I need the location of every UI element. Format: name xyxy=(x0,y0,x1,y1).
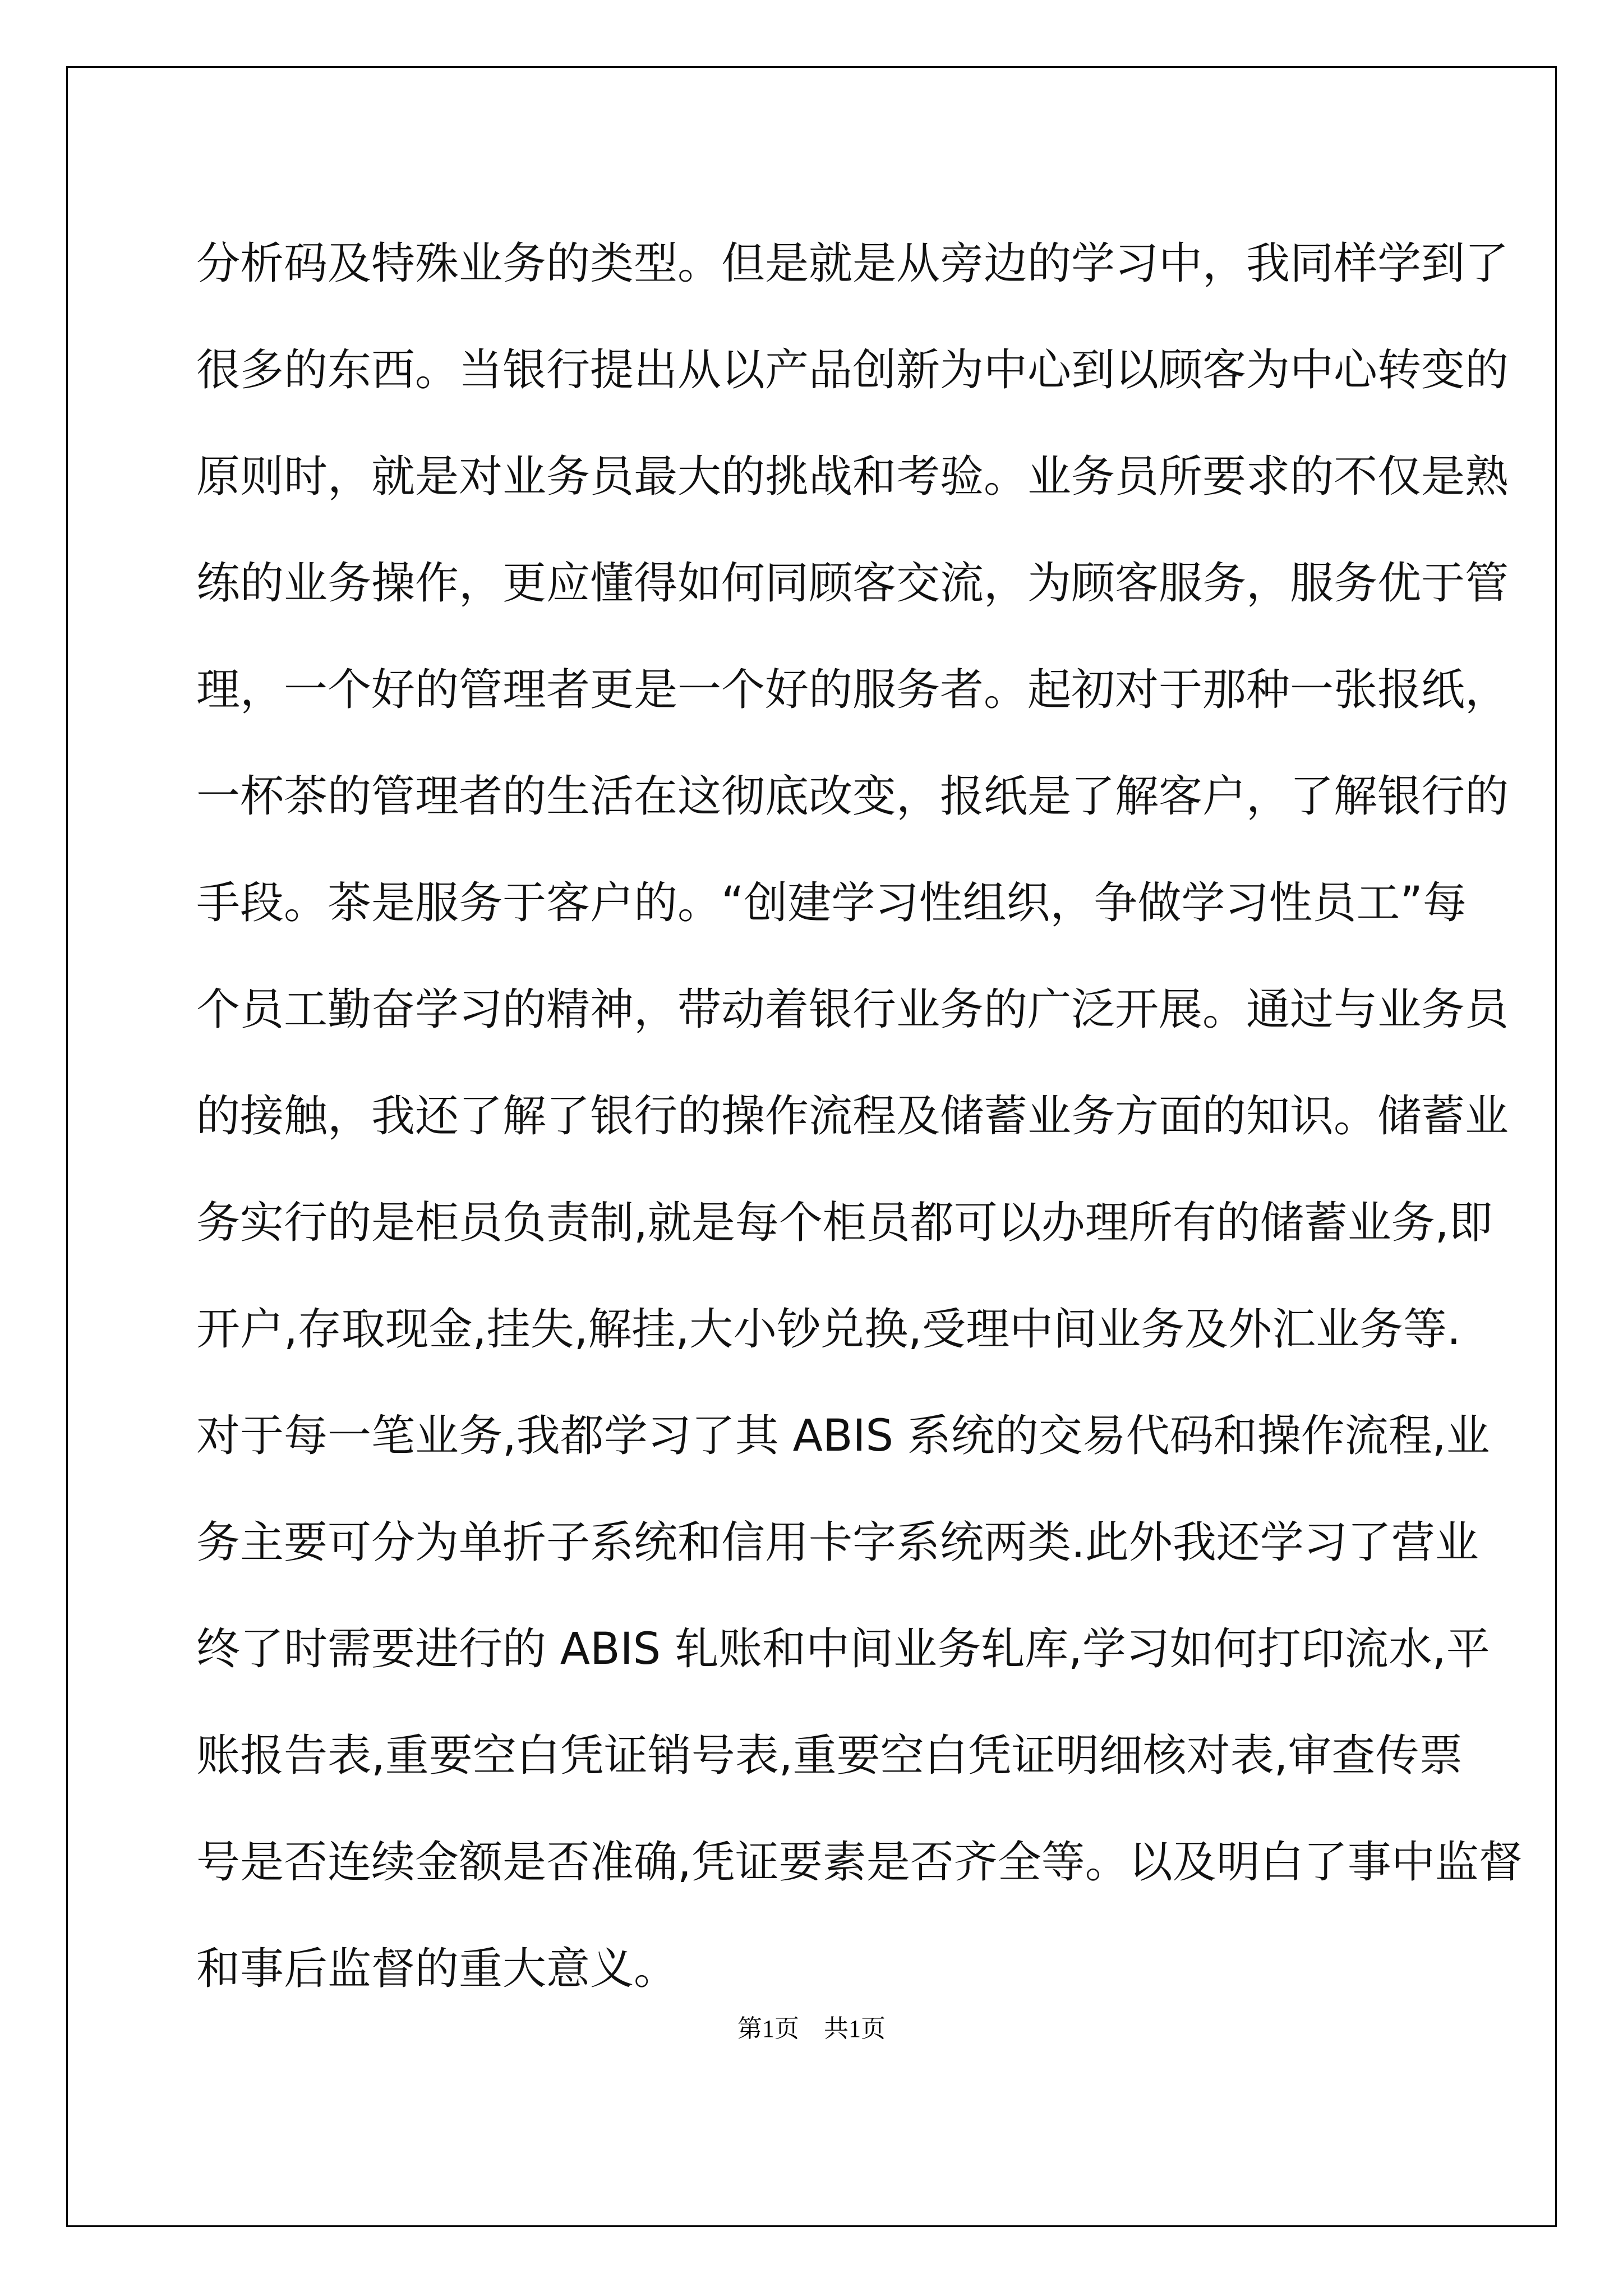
text-line-17: 和事后监督的重大意义。 xyxy=(196,1944,678,1994)
text-line-16: 号是否连续金额是否准确,凭证要素是否齐全等。以及明白了事中监督 xyxy=(196,1837,1523,1888)
text-line-9: 的接触，我还了解了银行的操作流程及储蓄业务方面的知识。储蓄业 xyxy=(196,1091,1509,1142)
text-line-14: 终了时需要进行的 ABIS 轧账和中间业务轧库,学习如何打印流水,平 xyxy=(196,1624,1490,1674)
text-line-13: 务主要可分为单折子系统和信用卡字系统两类.此外我还学习了营业 xyxy=(196,1517,1479,1568)
text-line-11: 开户,存取现金,挂失,解挂,大小钞兑换,受理中间业务及外汇业务等. xyxy=(196,1304,1461,1355)
text-line-8: 个员工勤奋学习的精神，带动着银行业务的广泛开展。通过与业务员 xyxy=(196,984,1509,1035)
text-line-3: 原则时，就是对业务员最大的挑战和考验。业务员所要求的不仅是熟 xyxy=(196,452,1509,502)
text-line-12: 对于每一笔业务,我都学习了其 ABIS 系统的交易代码和操作流程,业 xyxy=(196,1411,1490,1461)
text-line-1: 分析码及特殊业务的类型。但是就是从旁边的学习中，我同样学到了 xyxy=(196,238,1509,289)
document-body xyxy=(196,210,1523,2022)
text-line-6: 一杯茶的管理者的生活在这彻底改变，报纸是了解客户，了解银行的 xyxy=(196,771,1509,822)
text-line-15: 账报告表,重要空白凭证销号表,重要空白凭证明细核对表,审查传票 xyxy=(196,1731,1463,1781)
text-line-7: 手段。茶是服务于客户的。“创建学习性组织，争做学习性员工”每 xyxy=(196,878,1467,928)
text-line-10: 务实行的是柜员负责制,就是每个柜员都可以办理所有的储蓄业务,即 xyxy=(196,1198,1493,1248)
page-number-footer: 第1页 共1页 xyxy=(737,2015,886,2042)
text-line-2: 很多的东西。当银行提出从以产品创新为中心到以顾客为中心转变的 xyxy=(196,345,1509,395)
text-line-5: 理，一个好的管理者更是一个好的服务者。起初对于那种一张报纸， xyxy=(196,665,1509,715)
text-line-4: 练的业务操作，更应懂得如何同顾客交流，为顾客服务，服务优于管 xyxy=(196,558,1509,609)
